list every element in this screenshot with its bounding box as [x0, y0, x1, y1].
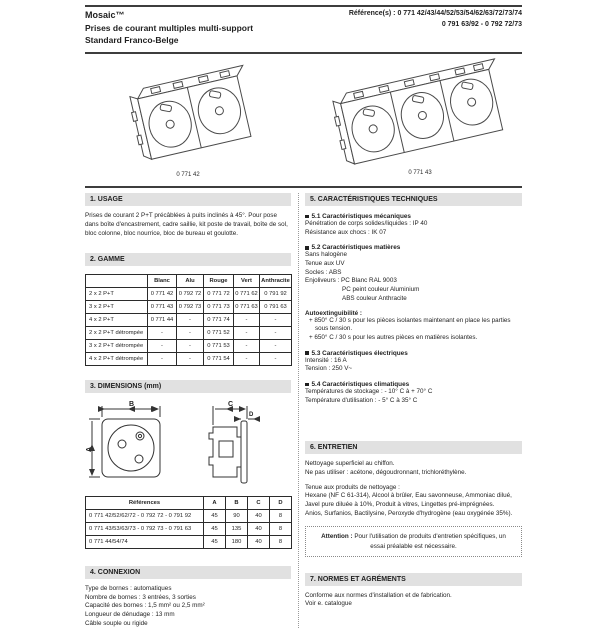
figures-rule — [85, 186, 522, 188]
dims-cell: 8 — [270, 522, 292, 535]
spec-line: ABS couleur Anthracite — [342, 294, 407, 302]
dims-cell: 45 — [204, 535, 226, 548]
reference-line-2: 0 791 63/92 - 0 792 72/73 — [441, 20, 522, 28]
content-area — [85, 0, 522, 627]
reference-line-1: Référence(s) : 0 771 42/43/44/52/53/54/62/63/72/73/74 — [348, 10, 522, 17]
two-column-body — [85, 193, 522, 628]
dims-cell: 45 — [204, 509, 226, 522]
gamme-row-label: 4 x 2 P+T détrompée — [86, 352, 148, 365]
entretien-line: Ne pas utiliser : acétone, dégoudronnant, trichloréthylène. — [305, 469, 467, 476]
section-normes-header: 7. NORMES ET AGRÉMENTS — [305, 573, 522, 586]
dim-label-c: C — [228, 400, 234, 408]
dimensions-table — [85, 496, 292, 549]
dims-col-header: A — [204, 496, 226, 509]
normes-line: Voir e. catalogue — [305, 600, 352, 608]
triple-socket-drawing-icon — [320, 56, 520, 168]
dims-cell: 40 — [248, 522, 270, 535]
connexion-line: Longueur de dénudage : 13 mm — [85, 610, 175, 618]
gamme-cell: - — [234, 313, 260, 326]
gamme-row-label: 3 x 2 P+T détrompée — [86, 339, 148, 352]
gamme-cell: 0 771 74 — [204, 313, 234, 326]
spec-line: + 650° C / 30 s pour les autres pièces en matières isolantes. — [309, 333, 478, 341]
gamme-cell: 0 771 73 — [204, 300, 234, 313]
right-column — [305, 193, 522, 628]
spec-line: Intensité : 16 A — [305, 356, 347, 364]
references-block — [349, 9, 522, 47]
gamme-row-label: 2 x 2 P+T détrompée — [86, 326, 148, 339]
autoextinguibilite-lines — [305, 317, 522, 343]
gamme-cell: 0 771 42 — [148, 287, 177, 300]
gamme-col-header: Rouge — [204, 274, 234, 287]
normes-lines — [305, 592, 522, 609]
gamme-cell: - — [234, 326, 260, 339]
dims-cell: 8 — [270, 509, 292, 522]
left-column — [85, 193, 291, 628]
table-row — [86, 509, 292, 522]
gamme-cell: - — [260, 313, 292, 326]
gamme-cell: - — [177, 326, 204, 339]
gamme-row-label: 2 x 2 P+T — [86, 287, 148, 300]
connexion-line: Nombre de bornes : 3 entrées, 3 sorties — [85, 593, 196, 601]
dimensions-diagram — [85, 399, 291, 488]
dim-label-b: B — [129, 400, 135, 408]
dims-cell: 135 — [226, 522, 248, 535]
gamme-cell: 0 791 63 — [260, 300, 292, 313]
subsection-54-lines — [305, 388, 522, 405]
product-figure-triple-socket — [320, 56, 520, 176]
gamme-table — [85, 274, 292, 366]
title-block — [85, 9, 253, 47]
attention-label: Attention : — [321, 533, 353, 541]
entretien-line: Anios, Surfanios, Bactilysine, Peroxyde d'hydrogène (eau oxygénée 35%). — [305, 509, 513, 517]
dim-label-a: A — [86, 446, 93, 452]
gamme-header-row — [86, 274, 292, 287]
dimensions-header-row — [86, 496, 292, 509]
gamme-cell: 0 771 62 — [234, 287, 260, 300]
section-caracteristiques-header: 5. CARACTÉRISTIQUES TECHNIQUES — [305, 193, 522, 206]
dims-ref: 0 771 42/52/62/72 - 0 792 72 - 0 791 92 — [86, 509, 204, 522]
gamme-cell: - — [260, 326, 292, 339]
subsection-title-text: 5.1 Caractéristiques mécaniques — [311, 213, 411, 220]
spec-line: Résistance aux chocs : IK 07 — [305, 228, 387, 236]
section-connexion-header: 4. CONNEXION — [85, 566, 291, 579]
square-bullet-icon — [305, 246, 309, 250]
entretien-line: Tenue aux produits de nettoyage : — [305, 483, 400, 491]
subsection-52-lines — [305, 251, 522, 303]
gamme-cell: - — [148, 326, 177, 339]
spec-line: Pénétration de corps solides/liquides : IP 40 — [305, 220, 428, 227]
gamme-cell: 0 771 54 — [204, 352, 234, 365]
gamme-cell: 0 771 52 — [204, 326, 234, 339]
spec-line: Socles : ABS — [305, 268, 342, 276]
subsection-51-lines — [305, 220, 522, 237]
subsection-53-title — [305, 350, 522, 357]
subsection-title-text: 5.3 Caractéristiques électriques — [311, 349, 408, 357]
dims-cell: 8 — [270, 535, 292, 548]
subsection-title-text: 5.2 Caractéristiques matières — [311, 244, 401, 252]
subsection-title-text: 5.4 Caractéristiques climatiques — [311, 380, 410, 388]
dims-cell: 40 — [248, 509, 270, 522]
section-usage-header: 1. USAGE — [85, 193, 291, 206]
subsection-52-title — [305, 244, 522, 251]
table-row — [86, 287, 292, 300]
gamme-cell: - — [260, 352, 292, 365]
dim-label-d: D — [249, 411, 254, 418]
gamme-cell: 0 792 73 — [177, 300, 204, 313]
gamme-col-header: Vert — [234, 274, 260, 287]
dims-col-header: Références — [86, 496, 204, 509]
top-rule — [85, 5, 522, 7]
section-dimensions-header: 3. DIMENSIONS (mm) — [85, 380, 291, 393]
dims-cell: 45 — [204, 522, 226, 535]
gamme-cell: - — [177, 352, 204, 365]
square-bullet-icon — [305, 383, 309, 387]
subsection-54-title — [305, 381, 522, 388]
page-subtitle: Standard Franco-Belge — [85, 35, 179, 46]
gamme-col-header — [86, 274, 148, 287]
connexion-line: Câble souple ou rigide — [85, 619, 148, 627]
table-row — [86, 339, 292, 352]
spec-line: Tension : 250 V~ — [305, 365, 353, 373]
gamme-cell: 0 771 43 — [148, 300, 177, 313]
square-bullet-icon — [305, 351, 309, 355]
attention-text: Pour l'utilisation de produits d'entretien spécifiques, un essai préalable est nécessaire. — [352, 533, 506, 550]
gamme-cell: - — [234, 352, 260, 365]
gamme-row-label: 3 x 2 P+T — [86, 300, 148, 313]
dims-cell: 90 — [226, 509, 248, 522]
header-rule — [85, 52, 522, 54]
spec-line: Tenue aux UV — [305, 260, 345, 268]
spec-line: Enjoliveurs : PC Blanc RAL 9003 — [305, 277, 397, 285]
double-socket-drawing-icon — [103, 62, 273, 170]
gamme-cell: 0 792 72 — [177, 287, 204, 300]
spec-line: Température d'utilisation : - 5° C à 35° C — [305, 396, 418, 404]
spec-line: + 850° C / 30 s pour les pièces isolantes maintenant en place les parties sous tension. — [309, 316, 511, 333]
gamme-cell: - — [234, 339, 260, 352]
product-figure-double-socket — [103, 62, 273, 178]
spec-line: Sans halogène — [305, 251, 348, 259]
dims-col-header: D — [270, 496, 292, 509]
dimensions-drawing-icon — [85, 399, 291, 483]
connexion-lines — [85, 585, 291, 628]
gamme-row-label: 4 x 2 P+T — [86, 313, 148, 326]
gamme-col-header: Anthracite — [260, 274, 292, 287]
product-figures — [85, 56, 522, 184]
table-row — [86, 352, 292, 365]
gamme-cell: 0 791 92 — [260, 287, 292, 300]
table-row — [86, 535, 292, 548]
gamme-cell: 0 771 63 — [234, 300, 260, 313]
table-row — [86, 522, 292, 535]
subsection-53-lines — [305, 357, 522, 374]
connexion-line: Capacité des bornes : 1,5 mm² ou 2,5 mm² — [85, 602, 205, 610]
square-bullet-icon — [305, 215, 309, 219]
autoextinguibilite-title: Autoextinguibilité : — [305, 309, 363, 317]
table-row — [86, 326, 292, 339]
spec-line: Températures de stockage : - 10° C à + 70° C — [305, 387, 433, 395]
normes-line: Conforme aux normes d'installation et de fabrication. — [305, 591, 452, 599]
dims-col-header: B — [226, 496, 248, 509]
gamme-cell: - — [260, 339, 292, 352]
table-row — [86, 313, 292, 326]
connexion-line: Type de bornes : automatiques — [85, 584, 172, 592]
dims-ref: 0 771 43/53/63/73 - 0 792 73 - 0 791 63 — [86, 522, 204, 535]
section-gamme-header: 2. GAMME — [85, 253, 291, 266]
entretien-paragraph-2 — [305, 484, 522, 519]
page-title: Prises de courant multiples multi-support — [85, 23, 254, 34]
dims-cell: 180 — [226, 535, 248, 548]
gamme-cell: - — [177, 339, 204, 352]
product-caption: 0 771 42 — [176, 172, 200, 178]
dims-col-header: C — [248, 496, 270, 509]
gamme-col-header: Alu — [177, 274, 204, 287]
subsection-51-title — [305, 213, 522, 220]
table-row — [86, 300, 292, 313]
gamme-cell: - — [148, 352, 177, 365]
column-separator — [298, 193, 299, 628]
usage-paragraph: Prises de courant 2 P+T précâblées à puits inclinés à 45°. Pour pose dans boîte d'encastrement, cadre saillie, kit poste de travail, boîte de sol, bloc colonne, bloc nourrice, bloc de bureau et goulotte. — [85, 212, 288, 237]
attention-box — [305, 526, 522, 556]
gamme-cell: 0 771 53 — [204, 339, 234, 352]
entretien-paragraph-1 — [305, 460, 522, 477]
dims-cell: 40 — [248, 535, 270, 548]
entretien-line: Nettoyage superficiel au chiffon. — [305, 460, 395, 468]
page-header — [85, 9, 522, 47]
gamme-cell: - — [148, 339, 177, 352]
spec-line: PC peint couleur Aluminium — [342, 286, 420, 294]
dims-ref: 0 771 44/54/74 — [86, 535, 204, 548]
section-entretien-header: 6. ENTRETIEN — [305, 441, 522, 454]
gamme-cell: - — [177, 313, 204, 326]
gamme-col-header: Blanc — [148, 274, 177, 287]
gamme-cell: 0 771 44 — [148, 313, 177, 326]
gamme-cell: 0 771 72 — [204, 287, 234, 300]
product-caption: 0 771 43 — [408, 170, 432, 176]
brand-name: Mosaic™ — [85, 10, 125, 20]
entretien-line: Hexane (NF C 61-314), Alcool à brûler, Eau savonneuse, Ammoniac dilué, Javel pure diluée à 10%, Produit à vitres, Lingettes pré-imprégnées. — [305, 492, 512, 509]
